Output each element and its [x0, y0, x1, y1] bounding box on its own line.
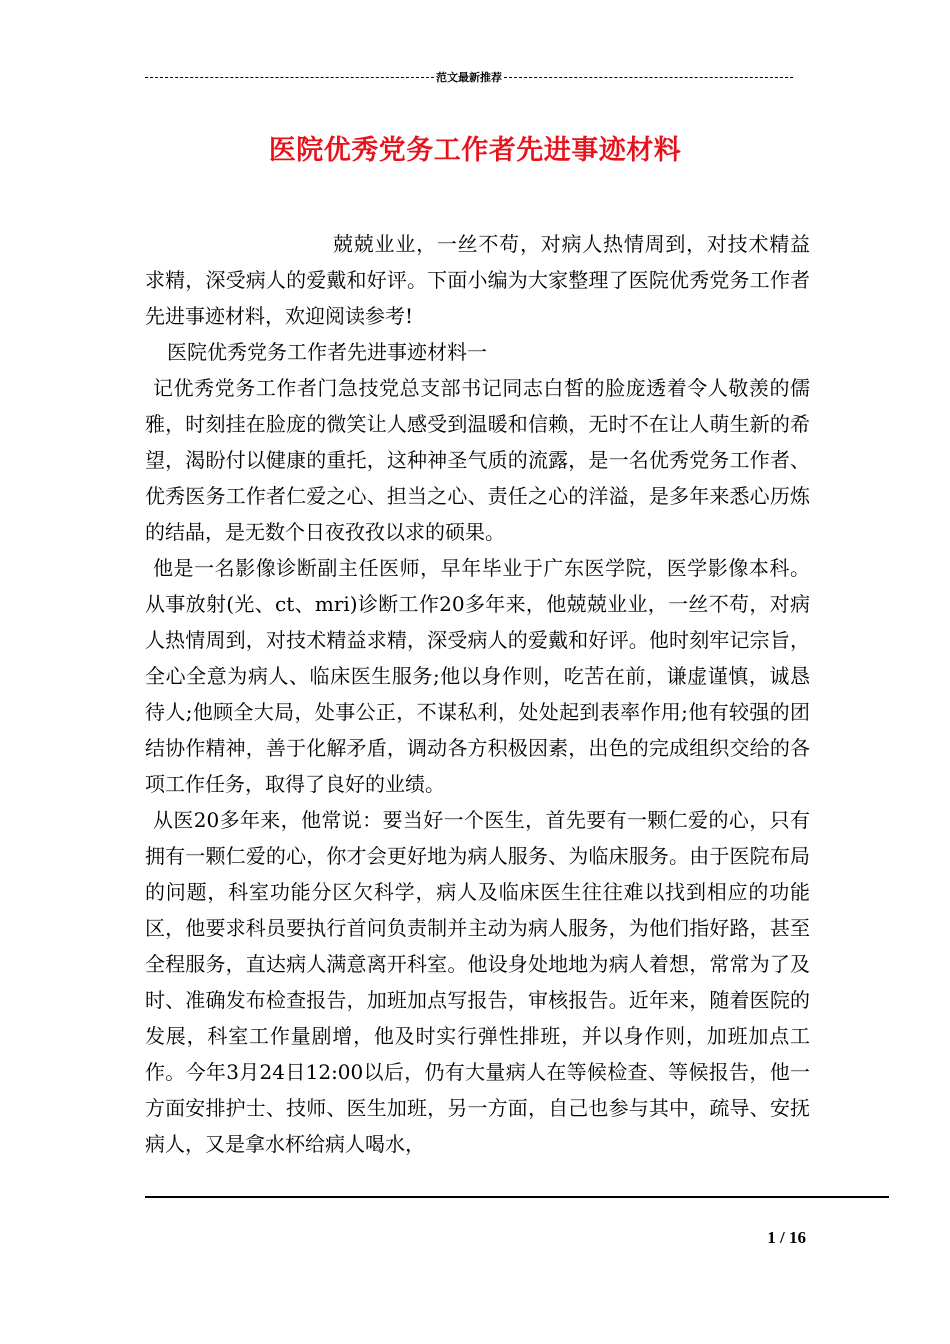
header-dash-left — [145, 77, 434, 78]
body-paragraph: 他是一名影像诊断副主任医师，早年毕业于广东医学院，医学影像本科。从事放射(光、ct、mri)诊断工作20多年来，他兢兢业业，一丝不苟，对病人热情周到，对技术精益求精，深受病人的爱戴和好评。他时刻牢记宗旨，全心全意为病人、临床医生服务;他以身作则，吃苦在前，谦虚谨慎，诚恳待人;他顾全大局，处事公正，不谋私利，处处起到表率作用;他有较强的团结协作精神，善于化解矛盾，调动各方积极因素，出色的完成组织交给的各项工作任务，取得了良好的业绩。 — [145, 556, 810, 796]
body-paragraph: 记优秀党务工作者门急技党总支部书记同志白皙的脸庞透着令人敬羡的儒雅，时刻挂在脸庞的微笑让人感受到温暖和信赖，无时不在让人萌生新的希望，渴盼付以健康的重托，这种神圣气质的流露，是一名优秀党务工作者、优秀医务工作者仁爱之心、担当之心、责任之心的洋溢，是多年来悉心历炼的结晶，是无数个日夜孜孜以求的硕果。 — [145, 376, 810, 544]
header-label: 范文最新推荐 — [436, 71, 502, 84]
section-heading: 医院优秀党务工作者先进事迹材料一 — [167, 340, 487, 364]
header-dash-right — [504, 77, 793, 78]
document-body — [145, 226, 810, 1162]
intro-paragraph: 兢兢业业，一丝不苟，对病人热情周到，对技术精益求精，深受病人的爱戴和好评。下面小编为大家整理了医院优秀党务工作者先进事迹材料，欢迎阅读参考! — [145, 232, 810, 328]
body-paragraph: 从医20多年来，他常说：要当好一个医生，首先要有一颗仁爱的心，只有拥有一颗仁爱的心，你才会更好地为病人服务、为临床服务。由于医院布局的问题，科室功能分区欠科学，病人及临床医生往往难以找到相应的功能区，他要求科员要执行首问负责制并主动为病人服务，为他们指好路，甚至全程服务，直达病人满意离开科室。他设身处地地为病人着想，常常为了及时、准确发布检查报告，加班加点写报告，审核报告。近年来，随着医院的发展，科室工作量剧增，他及时实行弹性排班，并以身作则，加班加点工作。今年3月24日12:00以后，仍有大量病人在等候检查、等候报告，他一方面安排护士、技师、医生加班，另一方面，自己也参与其中，疏导、安抚病人，又是拿水杯给病人喝水， — [145, 808, 810, 1156]
footer-rule — [145, 1196, 889, 1198]
page-number: 1 / 16 — [767, 1228, 806, 1247]
document-title: 医院优秀党务工作者先进事迹材料 — [268, 135, 682, 166]
page-header — [145, 70, 793, 84]
